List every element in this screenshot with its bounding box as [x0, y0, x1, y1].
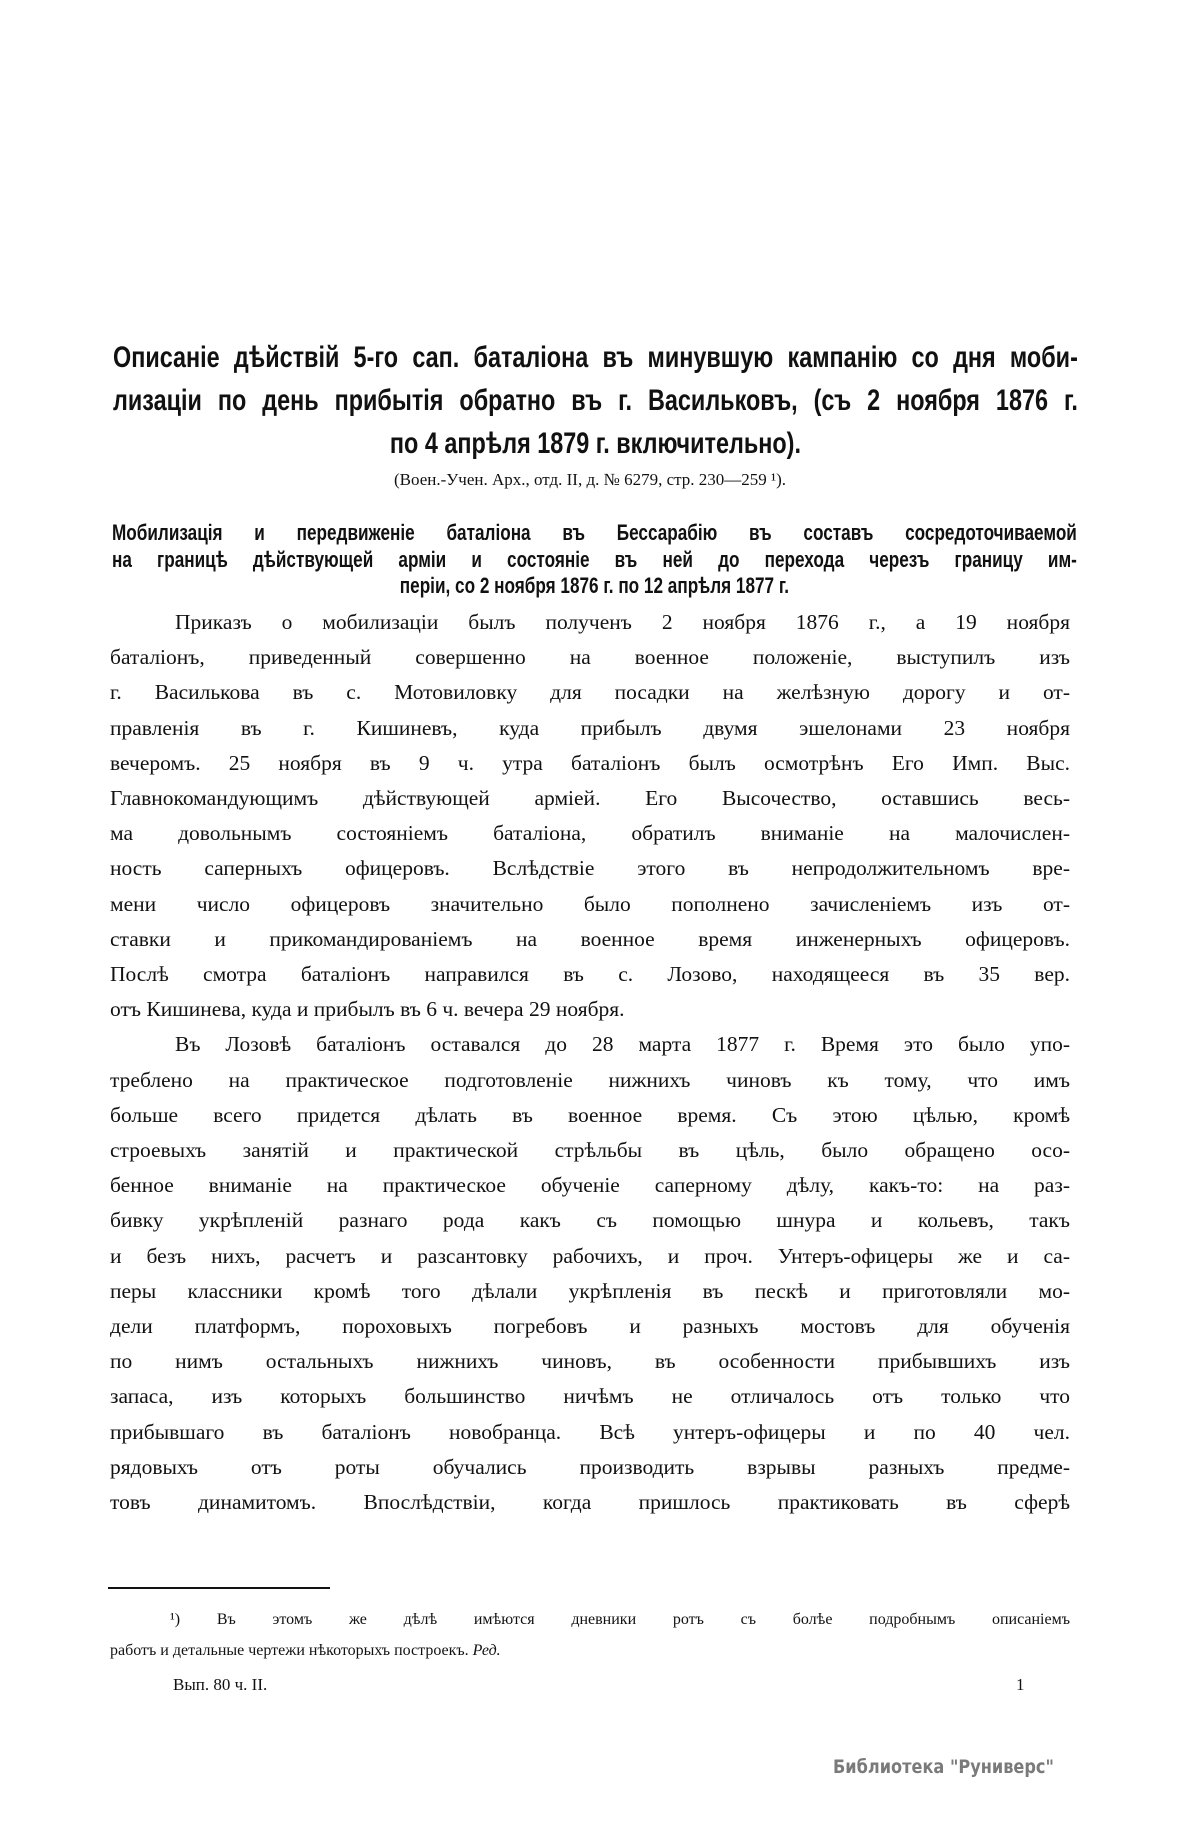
- archive-source: (Воен.-Учен. Арх., отд. II, д. № 6279, стр. 230—259 ¹).: [393, 470, 787, 489]
- text-line: баталіонъ, приведенный совершенно на военное положеніе, выступилъ изъ: [110, 645, 1070, 670]
- body-text: [110, 605, 1070, 1520]
- text-line: треблено на практическое подготовленіе нижнихъ чиновъ къ тому, что имъ: [110, 1067, 1070, 1092]
- text-line: запаса, изъ которыхъ большинство ничѣмъ не отличалось отъ только что: [110, 1384, 1070, 1409]
- editor-mark: Ред.: [472, 1642, 501, 1659]
- text-line: Въ Лозовѣ баталіонъ оставался до 28 марта 1877 г. Время это было упо-: [175, 1032, 1070, 1057]
- text-line: бивку укрѣпленій разнаго рода какъ съ помощью шнура и кольевъ, такъ: [110, 1208, 1070, 1233]
- text-line: товъ динамитомъ. Впослѣдствіи, когда пришлось практиковать въ сферѣ: [110, 1490, 1070, 1515]
- text-line: ность саперныхъ офицеровъ. Вслѣдствіе этого въ непродолжительномъ вре-: [110, 856, 1070, 881]
- text-line: дели платформъ, пороховыхъ погребовъ и разныхъ мостовъ для обученія: [110, 1314, 1070, 1339]
- title-line: Описаніе дѣйствій 5-го сап. баталіона въ минувшую кампанію со дня моби-: [113, 341, 1078, 374]
- paragraph: [110, 605, 1070, 1027]
- text-line: перы классники кромѣ того дѣлали укрѣпленія въ пескѣ и приготовляли мо-: [110, 1278, 1070, 1303]
- text-line: ма довольнымъ состояніемъ баталіона, обратилъ вниманіе на малочислен-: [110, 821, 1070, 846]
- issue-label: Вып. 80 ч. II.: [173, 1675, 268, 1694]
- text-line: Послѣ смотра баталіонъ направился въ с. Лозово, находящееся въ 35 вер.: [110, 962, 1070, 987]
- footnote-text: работъ и детальные чертежи нѣкоторыхъ построекъ.: [110, 1642, 469, 1659]
- title-line: лизаціи по день прибытія обратно въ г. Васильковъ, (съ 2 ноября 1876 г.: [113, 384, 1078, 417]
- text-line: и безъ нихъ, расчетъ и разсантовку рабочихъ, и проч. Унтеръ-офицеры же и са-: [110, 1243, 1070, 1268]
- text-line: прибывшаго въ баталіонъ новобранца. Всѣ унтеръ-офицеры и по 40 чел.: [110, 1419, 1070, 1444]
- page-number: 1: [1016, 1675, 1025, 1694]
- footnote: [110, 1604, 1070, 1666]
- text-line: Приказъ о мобилизаціи былъ полученъ 2 ноября 1876 г., а 19 ноября: [175, 610, 1070, 634]
- text-line: бенное вниманіе на практическое обученіе саперному дѣлу, какъ-то: на раз-: [110, 1173, 1070, 1198]
- text-line: больше всего придется дѣлать въ военное время. Съ этою цѣлью, кромѣ: [110, 1102, 1070, 1127]
- library-watermark: Библиотека "Руниверс": [833, 1756, 1054, 1778]
- text-line: отъ Кишинева, куда и прибылъ въ 6 ч. вечера 29 ноября.: [110, 997, 625, 1022]
- heading-line: періи, со 2 ноября 1876 г. по 12 апрѣля 1877 г.: [399, 573, 790, 598]
- text-line: рядовыхъ отъ роты обучались производить взрывы разныхъ предме-: [110, 1454, 1070, 1479]
- text-line: по нимъ остальныхъ нижнихъ чиновъ, въ особенности прибывшихъ изъ: [110, 1349, 1070, 1374]
- section-heading: [112, 520, 1077, 600]
- heading-line: на границѣ дѣйствующей арміи и состояніе въ ней до перехода черезъ границу им-: [112, 546, 1077, 572]
- title-line: по 4 апрѣля 1879 г. включительно).: [389, 427, 801, 460]
- footnote-line: ¹) Въ этомъ же дѣлѣ имѣются дневники ротъ съ болѣе подробнымъ описаніемъ: [170, 1611, 1070, 1628]
- text-line: правленія въ г. Кишиневъ, куда прибылъ двумя эшелонами 23 ноября: [110, 715, 1070, 740]
- text-line: ставки и прикомандированіемъ на военное время инженерныхъ офицеровъ.: [110, 926, 1070, 951]
- text-line: строевыхъ занятій и практической стрѣльбы въ цѣль, было обращено осо-: [110, 1138, 1070, 1163]
- paragraph: [110, 1027, 1070, 1520]
- text-line: мени число офицеровъ значительно было пополнено зачисленіемъ изъ от-: [110, 891, 1070, 916]
- document-title: [113, 336, 1078, 465]
- footnote-divider: [108, 1587, 330, 1589]
- text-line: вечеромъ. 25 ноября въ 9 ч. утра баталіонъ былъ осмотрѣнъ Его Имп. Выс.: [110, 750, 1070, 775]
- text-line: г. Василькова въ с. Мотовиловку для посадки на желѣзную дорогу и от-: [110, 680, 1070, 705]
- heading-line: Мобилизація и передвиженіе баталіона въ Бессарабію въ составъ сосредоточиваемой: [112, 520, 1077, 545]
- footnote-line: [110, 1635, 1070, 1666]
- text-line: Главнокомандующимъ дѣйствующей арміей. Его Высочество, оставшись весь-: [110, 786, 1070, 811]
